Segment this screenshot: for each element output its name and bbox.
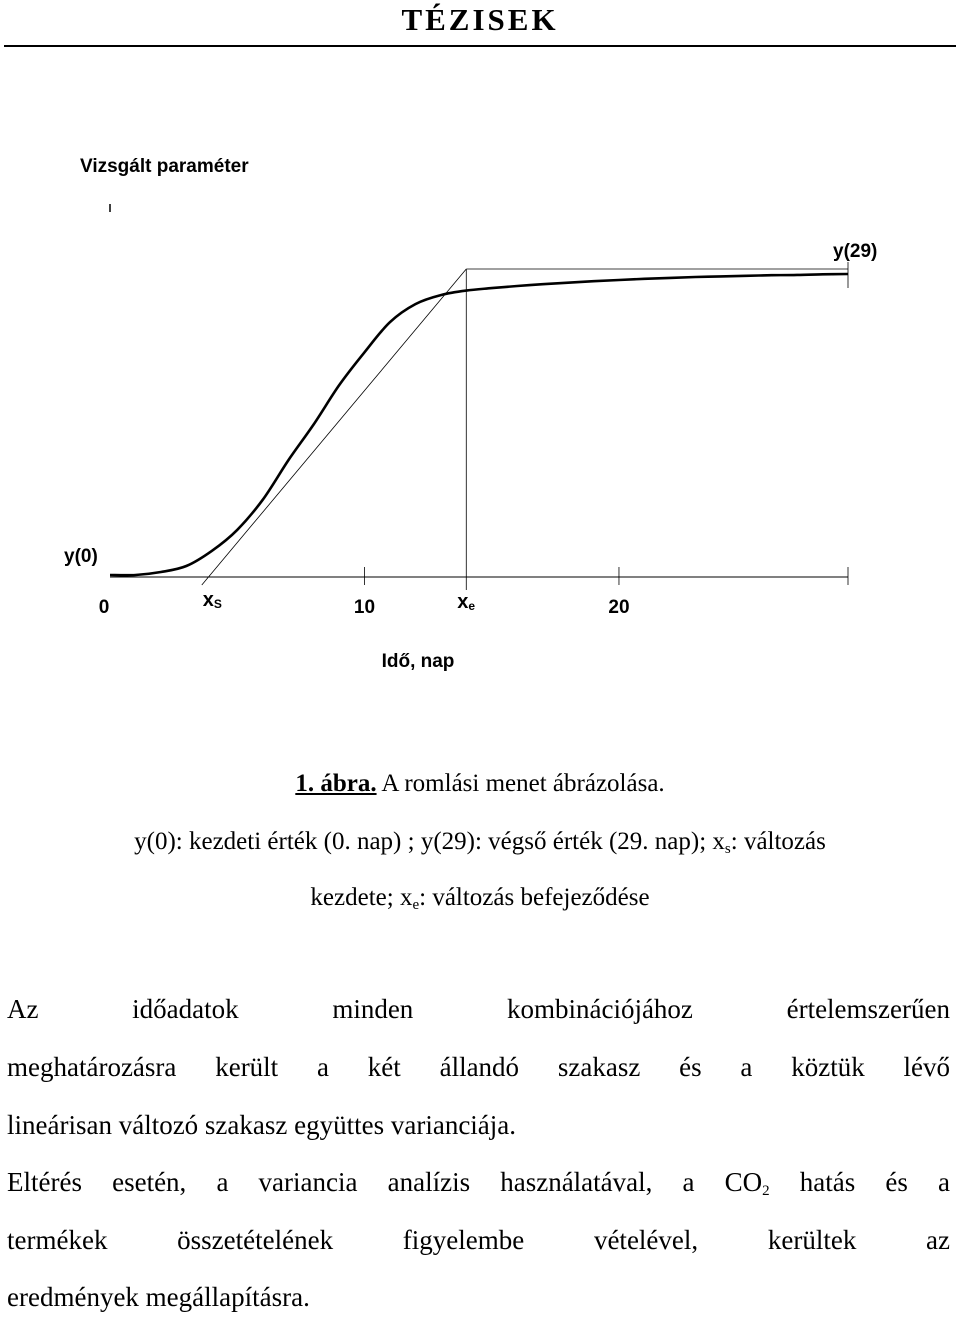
figure-caption-text: A romlási menet ábrázolása. — [376, 770, 665, 797]
figure-legend-line-2: kezdete; $x_e$: változás befejeződése — [310, 884, 650, 913]
figure-caption — [0, 770, 960, 798]
paragraph-1-line-1: Az időadatok minden kombinációjához értelemszerűen — [7, 994, 950, 1024]
paragraph-2-line-1: Eltérés esetén, a variancia analízis használatával, a $CO_2$ hatás és a — [7, 1167, 950, 1199]
paragraph-2-line-2: termékek összetételének figyelembe vételével, kerültek az — [7, 1225, 950, 1255]
xs-marker-label: xS — [202, 589, 222, 611]
paragraph-1-line-3: lineárisan változó szakasz együttes varianciája. — [7, 1110, 517, 1140]
xe-marker-label: xe — [457, 591, 476, 613]
figure-legend-line-1: y(0): kezdeti érték (0. nap) ; y(29): végső érték (29. nap); $x_s$: változás — [134, 828, 826, 857]
y-end-label: y(29) — [833, 241, 878, 262]
y-start-label: y(0) — [64, 546, 98, 567]
x-axis-label: Idő, nap — [381, 651, 455, 672]
x-tick-label: 10 — [353, 597, 376, 618]
tangent-line — [202, 269, 466, 585]
x-tick-label: 20 — [608, 597, 630, 618]
paragraph-1-line-2: meghatározásra került a két állandó szakasz és a köztük lévő — [7, 1052, 950, 1082]
page-title: TÉZISEK — [401, 2, 559, 37]
paragraph-2-line-3: eredmények megállapításra. — [7, 1282, 310, 1312]
series-line — [110, 274, 848, 575]
x-tick-label: 0 — [98, 597, 110, 618]
y-axis-label: Vizsgált paraméter — [80, 156, 249, 177]
figure-label: 1. ábra. — [295, 770, 377, 797]
